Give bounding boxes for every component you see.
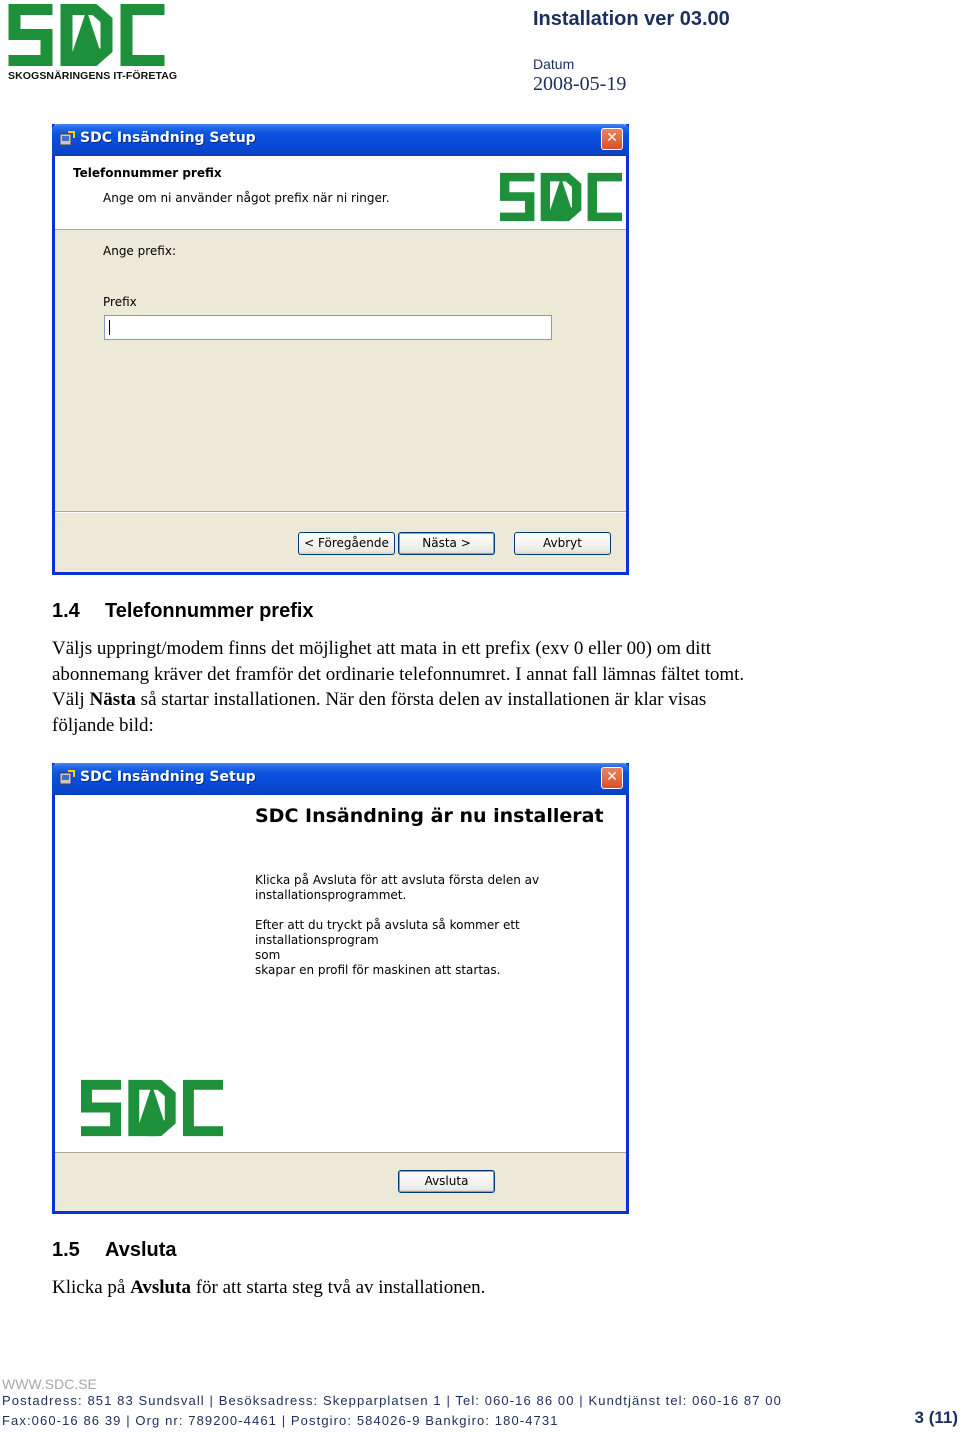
bold-term-avsluta: Avsluta — [130, 1277, 191, 1298]
text-run: Klicka på — [52, 1277, 131, 1298]
window-title: SDC Insändning Setup — [80, 130, 256, 146]
section-1-4-paragraph — [52, 636, 932, 738]
close-icon: ✕ — [606, 130, 618, 146]
text-run: Välj — [52, 689, 90, 710]
setup-app-icon — [59, 770, 75, 786]
sdc-logo-icon — [81, 1079, 223, 1137]
finish-text-2 — [255, 918, 626, 978]
section-number: 1.4 — [52, 600, 80, 622]
wizard-page-title: Telefonnummer prefix — [73, 166, 222, 180]
section-1-5-paragraph — [52, 1275, 932, 1301]
window-title: SDC Insändning Setup — [80, 769, 256, 785]
footer-website-link[interactable]: WWW.SDC.SE — [2, 1376, 97, 1392]
window-titlebar[interactable] — [52, 124, 629, 156]
finish-text-1 — [255, 873, 539, 903]
section-heading-1-4 — [52, 600, 314, 623]
next-button[interactable]: Nästa > — [398, 532, 495, 555]
paragraph-line — [52, 687, 932, 713]
date-value: 2008-05-19 — [533, 73, 627, 95]
close-icon: ✕ — [606, 769, 618, 785]
section-title: Avsluta — [105, 1239, 177, 1261]
finish-button[interactable]: Avsluta — [398, 1170, 495, 1193]
prefix-input[interactable] — [104, 315, 552, 340]
prefix-field-label: Prefix — [103, 295, 137, 309]
footer-registration-line: Fax:060-16 86 39 | Org nr: 789200-4461 | Postgiro: 584026-9 Bankgiro: 180-4731 — [2, 1413, 559, 1428]
text-caret — [109, 320, 110, 335]
setup-window-prefix — [52, 124, 629, 575]
setup-app-icon — [59, 131, 75, 147]
finish-panel — [55, 795, 626, 1153]
button-separator — [55, 511, 626, 513]
close-button[interactable] — [601, 767, 623, 789]
sdc-logo-icon — [500, 172, 622, 222]
text-line: Klicka på Avsluta för att avsluta första delen av — [255, 873, 540, 887]
document-title: Installation ver 03.00 — [533, 8, 730, 30]
bold-term-nasta: Nästa — [89, 689, 136, 710]
section-heading-1-5 — [52, 1239, 177, 1262]
company-logo — [8, 4, 178, 84]
text-line: skapar en profil för maskinen att startas. — [255, 963, 501, 977]
paragraph-line: Väljs uppringt/modem finns det möjlighet att mata in ett prefix (exv 0 eller 00) om ditt — [52, 638, 712, 659]
paragraph-line: följande bild: — [52, 714, 154, 736]
cancel-button[interactable]: Avbryt — [514, 532, 611, 555]
sdc-logo-mark — [8, 4, 165, 66]
section-title: Telefonnummer prefix — [105, 600, 314, 622]
text-line: Efter att du tryckt på avsluta så kommer ett installationsprogram — [255, 918, 520, 947]
footer-address-line: Postadress: 851 83 Sundsvall | Besöksadress: Skepparplatsen 1 | Tel: 060-16 86 00 | Kundtjänst tel: 060-16 87 00 — [2, 1393, 782, 1408]
wizard-page-subtitle: Ange om ni använder något prefix när ni ringer. — [103, 191, 390, 205]
page-number: 3 (11) — [914, 1408, 958, 1427]
section-number: 1.5 — [52, 1239, 80, 1261]
window-titlebar[interactable] — [52, 763, 629, 795]
setup-window-finished — [52, 763, 629, 1214]
prefix-intro-label: Ange prefix: — [103, 244, 177, 258]
date-label: Datum — [533, 56, 575, 72]
finish-heading: SDC Insändning är nu installerat — [255, 805, 604, 827]
text-line: som — [255, 948, 281, 962]
text-run: för att starta steg två av installationen. — [190, 1277, 486, 1298]
text-line: installationsprogrammet. — [255, 888, 407, 902]
wizard-header — [55, 156, 626, 230]
close-button[interactable] — [601, 128, 623, 150]
back-button[interactable]: < Föregående — [298, 532, 395, 555]
company-tagline: SKOGSNÄRINGENS IT-FÖRETAG — [8, 70, 178, 82]
text-run: så startar installationen. När den första delen av installationen är klar visas — [135, 689, 707, 710]
paragraph-line: abonnemang kräver det framför det ordinarie telefonnumret. I annat fall lämnas fältet tomt. — [52, 663, 745, 685]
